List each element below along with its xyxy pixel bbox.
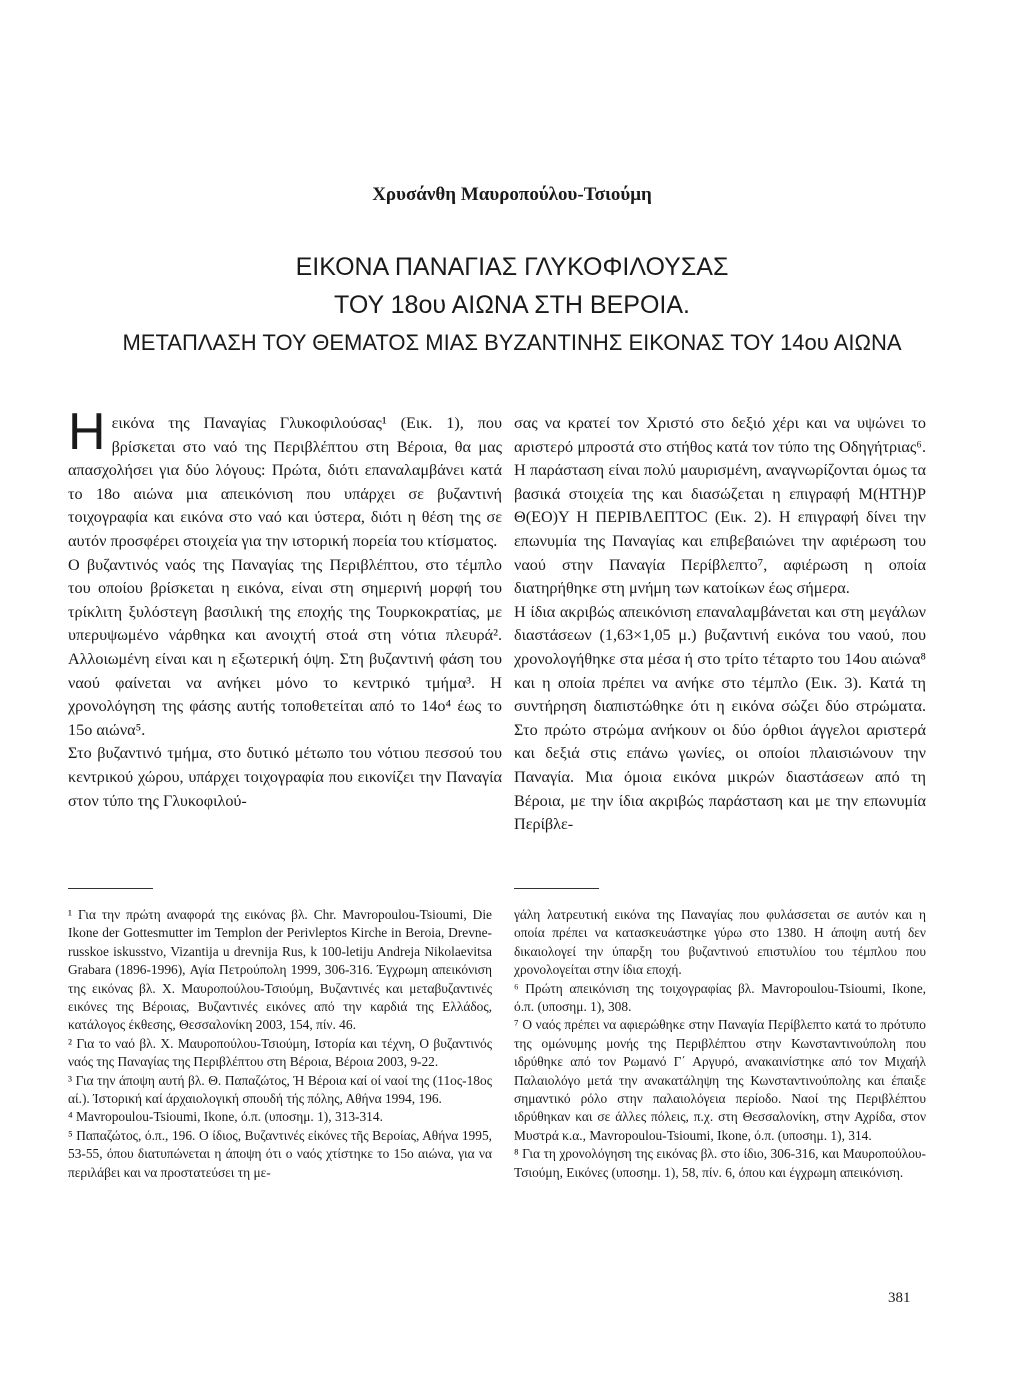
body-column-right (514, 412, 926, 837)
footnote-5-continued: γάλη λατρευτική εικόνα της Παναγίας που φυλάσσεται σε αυτόν και η οποία πρέπει να κατασκευάστηκε γύρω στο 1380. Η άποψη αυτή δεν δικαιολογεί την ύπαρξη του βυζαντινού επιστυλίου του τέμπλου που χρονολογείται στην ίδια εποχή. (514, 907, 926, 978)
paragraph-4: σας να κρατεί τον Χριστό στο δεξιό χέρι και να υψώνει το αριστερό μπροστά στο στήθος κατά τον τύπο της Οδηγήτριας⁶. Η παράσταση είναι πολύ μαυρισμένη, αναγνωρίζονται όμως τα βασικά στοιχεία της και διασώζεται η επιγραφή Μ(ΗΤΗ)Ρ Θ(ΕΟ)Υ Η ΠΕΡΙΒΛΕΠΤΟC (Εικ. 2). Η επιγραφή δίνει την επωνυμία της Παναγίας και επιβεβαιώνει την αφιέρωση του ναού στην Παναγία Περίβλεπτο⁷, αφιέρωση η οποία διατηρήθηκε στη μνήμη των κατοίκων έως σήμερα. (514, 414, 926, 598)
footnote-4: ⁴ Mavropoulou-Tsioumi, Ikone, ό.π. (υποσημ. 1), 313-314. (68, 1109, 383, 1125)
footnote-8: ⁸ Για τη χρονολόγηση της εικόνας βλ. στο ίδιο, 306-316, και Μαυροπούλου-Τσιούμη, Εικόνες (υποσημ. 1), 58, πίν. 6, όπου και έγχρωμη απεικόνιση. (514, 1146, 926, 1180)
paragraph-1-text: εικόνα της Παναγίας Γλυκοφιλούσας¹ (Εικ. 1), που βρίσκεται στο ναό της Περιβλέπτου στη Βέροια, θα μας απασχολήσει για δύο λόγους: Πρώτα, διότι επαναλαμβάνει κατά το 18ο αιώνα μια απεικόνιση που υπάρχει σε βυζαντινή τοιχογραφία και εικόνα στο ναό και ύστερα, διότι η θέση της σε αυτόν προσφέρει στοιχεία για την ιστορική πορεία του κτίσματος. (68, 414, 502, 550)
paragraph-1 (68, 403, 502, 554)
footnote-1: ¹ Για την πρώτη αναφορά της εικόνας βλ. Chr. Mavropoulou-Tsioumi, Die Ikone der Gottesmutter im Templon der Perivleptos Kirche in Beroia, Drevne-russkoe iskusstvo, Vizantija u drevnija Rus, k 100-letiju Andreja Nikolaevitsa Grabara (1896-1996), Αγία Πετρούπολη 1999, 306-316. Έγχρωμη απεικόνιση της εικόνας βλ. Χ. Μαυροπούλου-Τσιούμη, Βυζαντινές και μεταβυζαντινές εικόνες της Βέροιας, Βυζαντινές εικόνες από την καρδιά της Ελλάδος, κατάλογος έκθεσης, Θεσσαλονίκη 2003, 154, πίν. 46. (68, 907, 492, 1033)
paragraph-3: Στο βυζαντινό τμήμα, στο δυτικό μέτωπο του νότιου πεσσού του κεντρικού χώρου, υπάρχει τοιχογραφία που εικονίζει την Παναγία στον τύπο της Γλυκοφιλού- (68, 744, 502, 810)
title-line-1: ΕΙΚΟΝΑ ΠΑΝΑΓΙΑΣ ΓΛΥΚΟΦΙΛΟΥΣΑΣ (295, 253, 729, 281)
footnotes-right (514, 906, 926, 1182)
paragraph-2: Ο βυζαντινός ναός της Παναγίας της Περιβλέπτου, στο τέμπλο του οποίου βρίσκεται η εικόνα, είναι στη σημερινή μορφή του τρίκλιτη ξυλόστεγη βασιλική της εποχής της Τουρκοκρατίας, με υπερυψωμένο νάρθηκα και ανοιχτή στοά στη νότια πλευρά². Αλλοιωμένη είναι και η εξωτερική όψη. Στη βυζαντινή φάση του ναού φαίνεται να ανήκει μόνο το κεντρικό τμήμα³. Η χρονολόγηση της φάσης αυτής τοποθετείται από το 14ο⁴ έως το 15ο αιώνα⁵. (68, 555, 502, 739)
footnote-5: ⁵ Παπαζώτος, ό.π., 196. Ο ίδιος, Βυζαντινές εἰκόνες τῆς Βεροίας, Αθήνα 1995, 53-55, όπου διατυπώνεται η άποψη ότι ο ναός χτίστηκε το 15ο αιώνα, για να περιλάβει και να προστατεύσει τη με- (68, 1127, 492, 1180)
footnote-2: ² Για το ναό βλ. Χ. Μαυροπούλου-Τσιούμη, Ιστορία και τέχνη, Ο βυζαντινός ναός της Παναγίας της Περιβλέπτου στη Βέροια, Βέροια 2003, 9-22. (68, 1035, 492, 1070)
paragraph-5: Η ίδια ακριβώς απεικόνιση επαναλαμβάνεται και στη μεγάλων διαστάσεων (1,63×1,05 μ.) βυζαντινή εικόνα του ναού, που χρονολογήθηκε στα μέσα ή στο τρίτο τέταρτο του 14ου αιώνα⁸ και η οποία πρέπει να ανήκε στο τέμπλο (Εικ. 3). Κατά τη συντήρηση διαπιστώθηκε ότι η εικόνα σώζει δύο στρώματα. Στο πρώτο στρώμα ανήκουν οι δύο όρθιοι άγγελοι αριστερά και δεξιά στις επάνω γωνίες, οι οποίοι πλαισιώνουν την Παναγία. Μια όμοια εικόνα μικρών διαστάσεων από τη Βέροια, με την ίδια ακριβώς παράσταση και με την επωνυμία Περίβλε- (514, 602, 926, 834)
title-line-2: ΤΟΥ 18ου ΑΙΩΝΑ ΣΤΗ ΒΕΡΟΙΑ. (334, 291, 690, 319)
footnote-3: ³ Για την άποψη αυτή βλ. Θ. Παπαζώτος, Ή Βέροια καί οί ναοί της (11ος-18ος αί.). Ίστορική καί άρχαιολογική σπουδή τής πόλης, Αθήνα 1994, 196. (68, 1072, 492, 1107)
page-number: 381 (888, 1290, 911, 1306)
body-column-left (68, 403, 502, 813)
drop-cap: Η (68, 403, 106, 461)
footnote-rule-left (68, 888, 153, 889)
footnotes-left (68, 906, 492, 1182)
author-name: Χρυσάνθη Μαυροπούλου-Τσιούμη (372, 184, 652, 205)
article-title (0, 248, 1024, 362)
title-line-3: ΜΕΤΑΠΛΑΣΗ ΤΟΥ ΘΕΜΑΤΟΣ ΜΙΑΣ ΒΥΖΑΝΤΙΝΗΣ ΕΙΚΟΝΑΣ ΤΟΥ 14ου ΑΙΩΝΑ (122, 330, 902, 355)
footnote-rule-right (514, 888, 599, 889)
footnote-6: ⁶ Πρώτη απεικόνιση της τοιχογραφίας βλ. Mavropoulou-Tsioumi, Ikone, ό.π. (υποσημ. 1), 308. (514, 980, 926, 1015)
footnote-7: ⁷ Ο ναός πρέπει να αφιερώθηκε στην Παναγία Περίβλεπτο κατά το πρότυπο της ομώνυμης μονής της Περιβλέπτου στην Κωνσταντινούπολη που ιδρύθηκε από τον Ρωμανό Γ΄ Αργυρό, ανακαινίστηκε από τον Μιχαήλ Παλαιολόγο μετά την ανακατάληψη της Κωνσταντινούπολης και έπαιξε σημαντικό ρόλο στην παλαιολόγεια περίοδο. Ναοί της Περιβλέπτου ιδρύθηκαν και σε άλλες πόλεις, π.χ. στη Θεσσαλονίκη, στην Αχρίδα, στον Μυστρά κ.α., Mavropoulou-Tsioumi, Ikone, ό.π. (υποσημ. 1), 314. (514, 1017, 926, 1143)
